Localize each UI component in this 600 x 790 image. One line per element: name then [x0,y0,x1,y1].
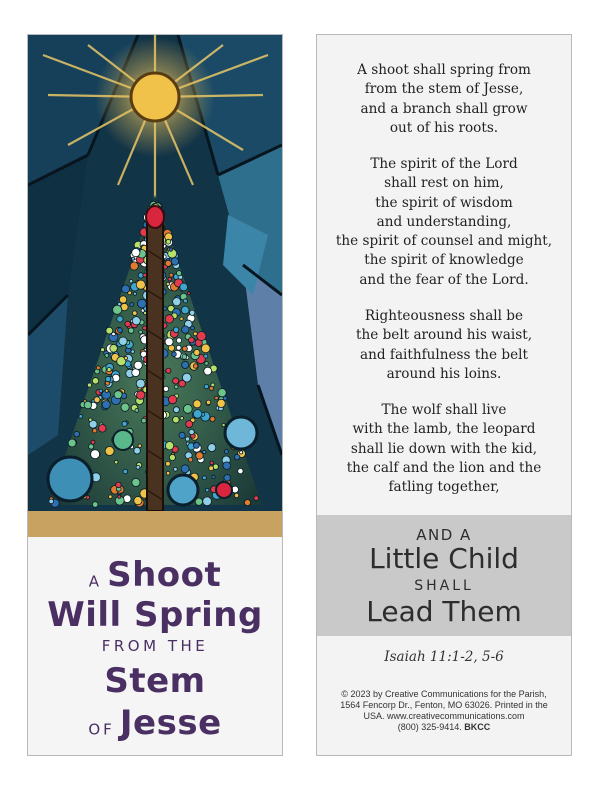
ornament-dot [124,356,127,359]
ornament-dot [132,249,140,257]
ornament-dot [114,460,118,464]
ornament-dot [182,346,187,351]
ornament-dot [102,401,110,409]
ornament-dot [193,410,202,419]
ornament-dot [74,431,80,437]
ornament-dot [169,248,172,251]
ornament-dot [79,415,83,419]
ornament-dot [173,407,179,413]
verse-line: and faithfulness the belt [360,346,528,363]
verse-line: and the fear of the Lord. [359,271,529,288]
ornament-dot [171,258,179,266]
verse-line: The wolf shall live [381,402,507,418]
ornament-dot [132,311,137,316]
ornament-dot [130,262,138,270]
ornament-dot [224,450,228,454]
ornament-dot [117,316,123,322]
ornament-dot [191,326,195,330]
stained-glass-tree-illustration [28,35,282,511]
ornament-dot [94,397,100,403]
ornament-dot [224,475,231,482]
ornament-dot [223,396,227,400]
ornament-dot [179,432,185,438]
ornament-dot [136,280,145,289]
ornament-dot [180,317,183,320]
ornament-dot [109,495,113,499]
copyright-line [325,722,563,733]
ornament-dot [203,497,212,506]
ornament-dot [204,384,208,388]
ornament-dot [130,303,134,307]
ornament-dot [182,355,187,360]
bookmark-back [316,34,572,756]
ornament-dot [182,326,189,333]
ornament-dot [110,345,118,353]
ornament-dot [165,260,171,266]
title-word-shoot: Shoot [107,555,222,595]
ornament-dot [210,461,214,465]
ornament-dot [208,444,216,452]
ornament-dot [174,467,178,471]
verse-line: around his loins. [386,365,502,382]
ornament-dot [204,354,208,358]
title-line-1 [28,555,282,595]
ornament-dot [209,466,214,471]
ornament-dot [89,418,92,421]
ornament-dot [132,317,140,325]
ornament-dot [105,389,108,392]
ornament-dot [173,416,180,423]
ornament-dot [134,497,142,505]
ornament-dot [168,277,172,281]
verse-line: shall lie down with the kid, [350,440,538,457]
ornament-dot [174,385,178,389]
ornament-dot [190,310,195,315]
ornament-dot [240,451,243,454]
ornament-dot [129,280,132,283]
scripture-stanza [317,155,571,290]
ornament-dot [134,361,142,369]
ornament-dot [183,405,192,414]
product-code: BKCC [464,722,491,732]
title-word-jesse: Jesse [119,703,222,743]
ornament-dot [125,321,131,327]
ornament-dot [119,337,127,345]
ornament-dot [166,471,170,475]
ornament-dot [181,306,189,314]
ornament-dot [141,418,146,423]
ornament-dot [205,362,209,366]
verse-line: A shoot shall spring from [357,62,531,78]
ornament-dot [92,378,98,384]
ornament-dot [187,292,190,295]
ornament-dot [134,447,141,454]
verse-line: the calf and the lion and the [346,459,542,476]
ornament-dot [173,327,179,333]
ornament-dot [132,369,140,377]
ornament-dot [172,352,177,357]
ornament-dot [119,296,126,303]
ornament-dot [107,368,111,372]
ornament-dot [173,298,181,306]
ornament-dot [189,429,194,434]
gold-band [28,511,282,537]
ornament-dot [186,421,193,428]
banner-line-2: Little Child [369,542,519,575]
ornament-dot [211,383,215,387]
ornament-dot [137,391,145,399]
ornament-dot [189,337,195,343]
ornament-dot [118,495,121,498]
ornament-dot [176,271,181,276]
ornament-dot [168,395,176,403]
ornament-dot [201,344,210,353]
ornament-dot [114,391,122,399]
ornament-dot [49,499,54,504]
ornament-dot [122,421,127,426]
verse-line: the belt around his waist, [355,327,533,344]
ornament-dot [234,493,238,497]
title-line-2: Will Spring [47,595,263,635]
ornament-dot [116,482,122,488]
ornament-dot [135,409,139,413]
verse-line: out of his roots. [389,119,499,136]
ornament-dot [132,257,135,260]
ornament-dot [183,299,187,303]
ornament-dot [206,400,210,404]
ornament-dot [166,368,171,373]
title-line-3: FROM THE [101,637,209,655]
ornament-dot [105,376,110,381]
ornament-dot [165,315,173,323]
ornament-dot [244,500,250,506]
verse-line: the spirit of counsel and might, [335,233,553,250]
banner-line-4: Lead Them [366,595,522,628]
ornament-dot [113,305,122,314]
ornament-dot [99,425,107,433]
ornament-dot [163,386,168,391]
ornament-dot [132,478,140,486]
ornament-dot [165,338,173,346]
banner-line-3: SHALL [414,578,474,594]
ornament-dot [169,273,173,277]
ornament-dot [205,488,209,492]
ornament-dot [218,389,226,397]
ornament-dot [234,454,240,460]
ornament-dot [128,328,134,334]
scripture-stanza [317,401,571,497]
copyright-notice [325,689,563,733]
ornament-dot [99,389,103,393]
verse-line: fatling together, [388,479,500,496]
verse-line: from the stem of Jesse, [364,81,524,98]
bookmark-title [28,537,282,755]
ornament-dot [197,332,206,341]
ornament-dot [166,461,171,466]
ornament-dot [193,442,199,448]
banner-line-1: AND A [416,526,472,544]
ornament-dot [166,239,171,244]
ornament-dot [169,454,175,460]
ornament-dot [193,400,201,408]
title-word-a: A [88,572,102,591]
ornament-dot [91,450,100,459]
ornament-dot [194,349,200,355]
copyright-line: 1564 Fencorp Dr., Fenton, MO 63026. Printed in the [340,700,548,710]
copyright-line: © 2023 by Creative Communications for the Parish, [341,689,547,699]
ornament-dot [176,338,181,343]
title-line-4: Stem [104,661,206,701]
ornament-dot [89,444,94,449]
ornament-dot [136,465,140,469]
ornament-dot [139,330,143,334]
ornament-dot [185,437,189,441]
verse-line: Righteousness shall be [364,308,524,324]
verse-line: shall rest on him, [384,175,504,192]
little-child-banner [317,515,571,636]
verse-line: and a branch shall grow [360,100,528,117]
ornament-dot [122,285,130,293]
ornament-dot [123,469,128,474]
ornament-dot [93,429,97,433]
ornament-dot [138,444,142,448]
title-line-5 [28,703,282,743]
ornament-dot [204,367,212,375]
verse-line: The spirit of the Lord [370,156,518,172]
ornament-dot [173,378,179,384]
ornament-dot [217,399,225,407]
scripture-citation: Isaiah 11:1-2, 5-6 [384,649,504,665]
ornament-dot [210,416,215,421]
ornament-dot [105,354,109,358]
ornament-dot [131,350,134,353]
ornament-dot [92,502,98,508]
ornament-dot [118,328,123,333]
scripture-stanza [317,61,571,138]
ornament-dot [68,439,76,447]
ornament-dot [91,440,95,444]
ornament-dot [87,383,91,387]
ornament-dot [165,442,173,450]
ornament-dot [101,348,105,352]
bookmark-front [27,34,283,756]
verse-line: the spirit of knowledge [364,252,524,269]
ornament-dot [215,396,219,400]
title-word-of: OF [88,720,115,739]
ornament-dot [138,299,147,308]
ornament-dot [203,451,206,454]
phone-number: (800) 325-9414. [397,722,462,732]
ornament-dot [182,361,189,368]
ornament-dot [222,424,225,427]
scripture-stanza [317,307,571,384]
ornament-dot [202,476,206,480]
ornament-dot [136,379,145,388]
verse-line: the spirit of wisdom [375,194,513,211]
ornament-dot [106,327,113,334]
ornament-dot [96,366,100,370]
ornament-dot [133,292,136,295]
ornament-dot [166,282,169,285]
ornament-dot [105,447,114,456]
ornament-dot [84,401,92,409]
ornament-dot [121,403,129,411]
ornament-dot [193,364,198,369]
ornament-dot [180,283,188,291]
ornament-dot [212,475,215,478]
ornament-dot [181,465,189,473]
ornament-dot [254,496,259,501]
copyright-line: USA. www.creativecommunications.com [363,711,525,721]
ornament-dot [176,345,181,350]
ornament-dot [179,380,186,387]
ornament-dot [238,468,243,473]
ornament-dot [180,417,183,420]
ornament-dot [188,458,192,462]
verse-line: and understanding, [376,213,512,230]
ornament-dot [196,452,203,459]
ornament-dot [223,462,231,470]
verse-line: with the lamb, the leopard [352,421,536,438]
